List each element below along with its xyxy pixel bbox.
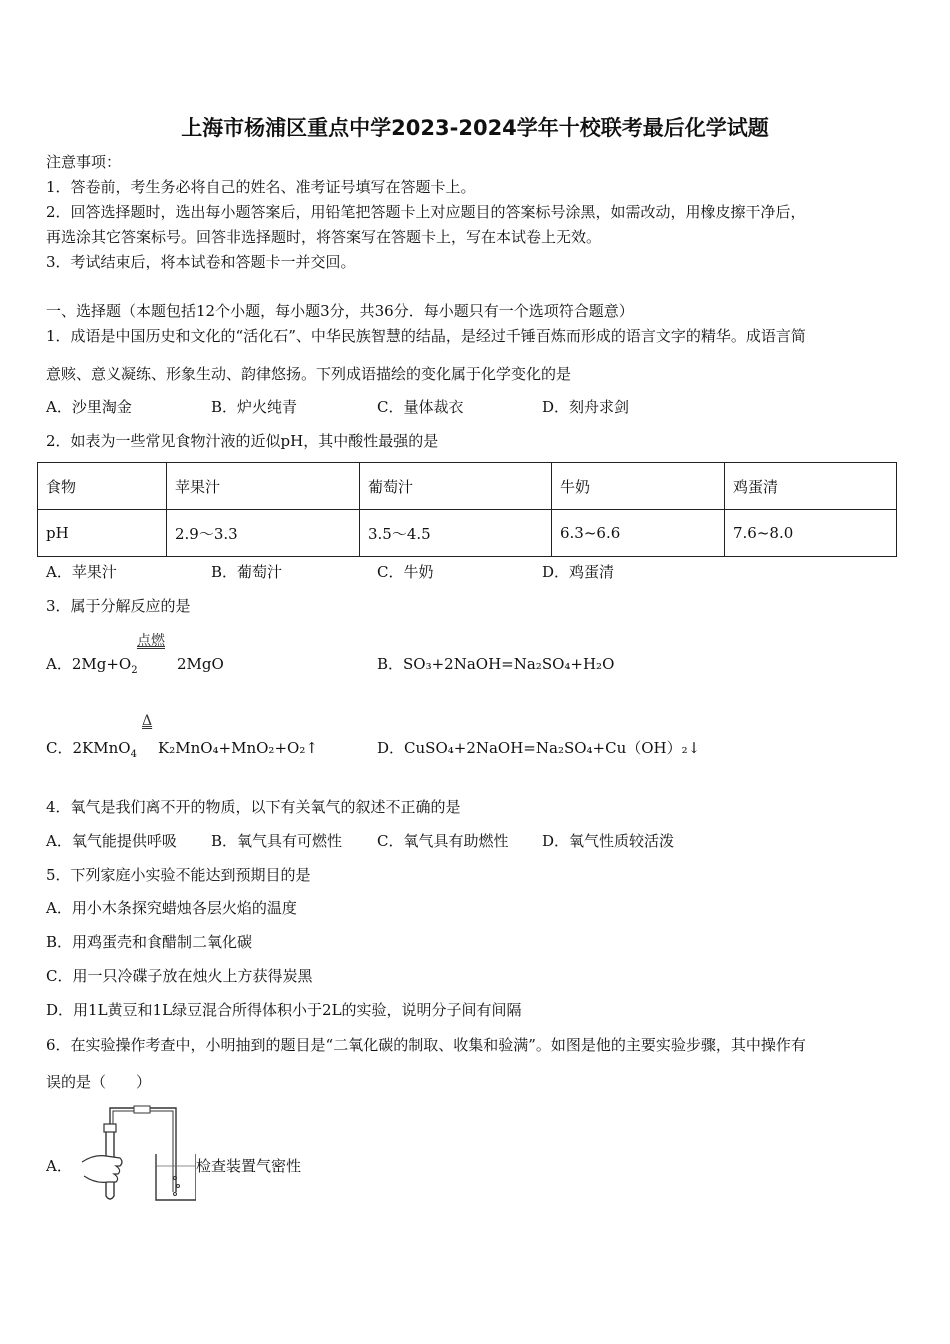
q4-option-a: A．氧气能提供呼吸 bbox=[46, 832, 177, 850]
page-title: 上海市杨浦区重点中学2023-2024学年十校联考最后化学试题 bbox=[181, 116, 769, 140]
option-label: C． bbox=[46, 739, 73, 757]
table-cell: 牛奶 bbox=[552, 463, 725, 510]
reaction-condition: 点燃 bbox=[137, 633, 165, 649]
q6-option-a-caption: 检查装置气密性 bbox=[196, 1157, 302, 1175]
q3-option-c bbox=[46, 738, 137, 765]
table-row bbox=[38, 510, 897, 557]
q1-option-a: A．沙里淘金 bbox=[46, 398, 132, 416]
table-cell: 食物 bbox=[38, 463, 167, 510]
q5-option-d: D．用1L黄豆和1L绿豆混合所得体积小于2L的实验，说明分子间有间隔 bbox=[46, 1001, 522, 1019]
q4-option-d: D．氧气性质较活泼 bbox=[542, 832, 675, 850]
q4-stem: 4．氧气是我们离不开的物质，以下有关氧气的叙述不正确的是 bbox=[46, 798, 461, 816]
equation-left: 2KMnO bbox=[72, 739, 131, 757]
q6-stem-line2: 误的是（ ） bbox=[46, 1073, 152, 1091]
section-heading: 一、选择题（本题包括12个小题，每小题3分，共36分．每小题只有一个选项符合题意） bbox=[46, 302, 634, 320]
q4-option-b: B．氧气具有可燃性 bbox=[211, 832, 343, 850]
table-row bbox=[38, 463, 897, 510]
equation-right: K₂MnO₄+MnO₂+O₂↑ bbox=[158, 739, 318, 757]
table-cell: 2.9～3.3 bbox=[167, 510, 360, 557]
equation-right: 2MgO bbox=[177, 655, 224, 673]
q3-option-a bbox=[46, 654, 138, 681]
q2-option-d: D．鸡蛋清 bbox=[542, 563, 615, 581]
q1-option-d: D．刻舟求剑 bbox=[542, 398, 630, 416]
q1-option-b: B．炉火纯青 bbox=[211, 398, 298, 416]
ph-table bbox=[37, 462, 897, 557]
q6-option-a-label: A． bbox=[46, 1157, 72, 1175]
table-cell: 7.6~8.0 bbox=[725, 510, 897, 557]
q1-stem-line1: 1．成语是中国历史和文化的“活化石”、中华民族智慧的结晶，是经过千锤百炼而形成的语言文字的精华。成语言简 bbox=[46, 327, 806, 345]
q3-stem: 3．属于分解反应的是 bbox=[46, 597, 191, 615]
option-label: A． bbox=[46, 655, 72, 673]
q3-option-b: B．SO₃+2NaOH=Na₂SO₄+H₂O bbox=[377, 655, 615, 673]
equation-left: 2Mg+O bbox=[71, 655, 132, 673]
q5-option-a: A．用小木条探究蜡烛各层火焰的温度 bbox=[46, 899, 297, 917]
q2-stem: 2．如表为一些常见食物汁液的近似pH，其中酸性最强的是 bbox=[46, 432, 439, 450]
q3-option-d: D．CuSO₄+2NaOH=Na₂SO₄+Cu（OH）₂↓ bbox=[377, 739, 701, 757]
notice-item: 3．考试结束后，将本试卷和答题卡一并交回。 bbox=[46, 253, 356, 271]
q4-option-c: C．氧气具有助燃性 bbox=[377, 832, 509, 850]
notice-item: 1．答卷前，考生务必将自己的姓名、准考证号填写在答题卡上。 bbox=[46, 178, 476, 196]
q1-option-c: C．量体裁衣 bbox=[377, 398, 464, 416]
q5-option-b: B．用鸡蛋壳和食醋制二氧化碳 bbox=[46, 933, 253, 951]
table-cell: pH bbox=[38, 510, 167, 557]
q2-option-c: C．牛奶 bbox=[377, 563, 434, 581]
airtightness-apparatus-figure bbox=[72, 1100, 196, 1204]
table-cell: 3.5～4.5 bbox=[360, 510, 552, 557]
table-cell: 6.3~6.6 bbox=[552, 510, 725, 557]
table-cell: 苹果汁 bbox=[167, 463, 360, 510]
subscript: 2 bbox=[131, 665, 138, 676]
table-cell: 葡萄汁 bbox=[360, 463, 552, 510]
reaction-condition: Δ bbox=[142, 713, 153, 729]
subscript: 4 bbox=[130, 749, 137, 760]
q2-option-b: B．葡萄汁 bbox=[211, 563, 283, 581]
notice-heading: 注意事项： bbox=[46, 153, 122, 171]
q5-stem: 5．下列家庭小实验不能达到预期目的是 bbox=[46, 866, 311, 884]
q6-stem-line1: 6．在实验操作考查中，小明抽到的题目是“二氧化碳的制取、收集和验满”。如图是他的主要实验步骤，其中操作有 bbox=[46, 1036, 806, 1054]
q5-option-c: C．用一只冷碟子放在烛火上方获得炭黑 bbox=[46, 967, 313, 985]
q1-stem-line2: 意赅、意义凝练、形象生动、韵律悠扬。下列成语描绘的变化属于化学变化的是 bbox=[46, 365, 572, 383]
q2-option-a: A．苹果汁 bbox=[46, 563, 117, 581]
notice-item: 2．回答选择题时，选出每小题答案后，用铅笔把答题卡上对应题目的答案标号涂黑，如需改动，用橡皮擦干净后， bbox=[46, 203, 806, 221]
table-cell: 鸡蛋清 bbox=[725, 463, 897, 510]
notice-item: 再选涂其它答案标号。回答非选择题时，将答案写在答题卡上，写在本试卷上无效。 bbox=[46, 228, 602, 246]
